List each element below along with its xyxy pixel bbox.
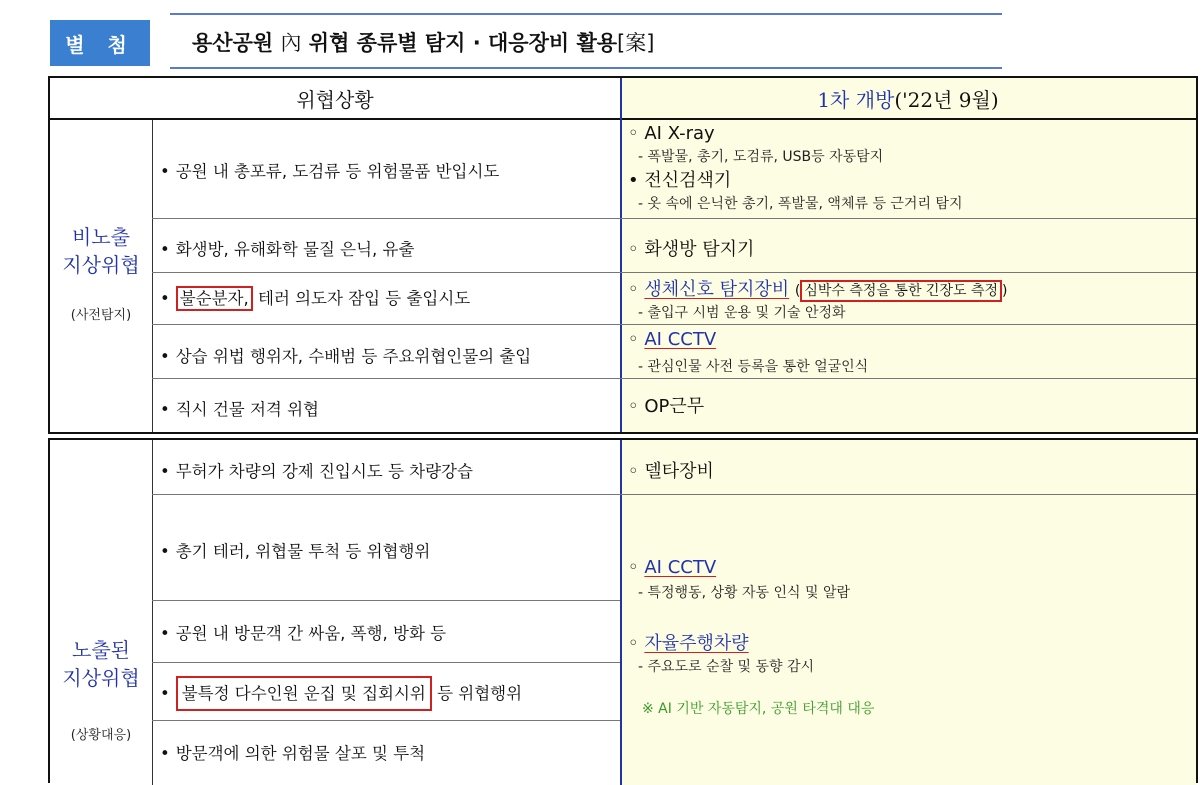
category-exposed: 노출된 지상위협 — [62, 638, 140, 690]
highlight-box: 심박수 측정을 통한 긴장도 측정 — [800, 280, 1002, 302]
situation-row: • 무허가 차량의 강제 진입시도 등 차량강습 — [160, 462, 473, 481]
right-column-bg — [620, 440, 1196, 785]
equipment-cctv: ◦ AI CCTV — [628, 557, 717, 578]
equipment-xray: ◦ AI X-ray — [628, 123, 715, 144]
equipment-delta: ◦ 델타장비 — [628, 461, 714, 482]
title-main: 위협 종류별 탐지 · 대응장비 활용 — [308, 31, 618, 55]
threat-table-2 — [48, 438, 1198, 783]
highlight-box: 불특정 다수인원 운집 및 집회시위 — [176, 676, 432, 711]
equipment-cbr: ◦ 화생방 탐지기 — [628, 239, 755, 260]
situation-row: • 총기 테러, 위협물 투척 등 위협행위 — [160, 542, 431, 561]
title-inner: 內 — [280, 31, 302, 55]
category-sub-response: (상황대응) — [70, 728, 132, 743]
header-situation: 위협상황 — [296, 87, 374, 112]
situation-row: • 불순분자, 테러 의도자 잠입 등 출입시도 — [160, 285, 470, 309]
situation-row: • 직시 건물 저격 위협 — [160, 400, 319, 419]
phase-date: ('22년 9월) — [894, 87, 999, 112]
category-sub-detect: (사전탐지) — [70, 308, 132, 323]
situation-row: • 공원 내 총포류, 도검류 등 위험물품 반입시도 — [160, 162, 500, 181]
equipment-desc: - 관심인물 사전 등록을 통한 얼굴인식 — [638, 359, 869, 375]
title-prefix: 용산공원 — [192, 31, 274, 55]
equipment-desc: - 특정행동, 상황 자동 인식 및 알람 — [638, 585, 851, 601]
equipment-desc: - 출입구 시범 운용 및 기술 안정화 — [638, 305, 846, 321]
title-box — [170, 13, 1002, 69]
equipment-desc: - 폭발물, 총기, 도검류, USB등 자동탐지 — [638, 149, 884, 165]
title-suffix: [案] — [617, 31, 655, 55]
equipment-cctv: ◦ AI CCTV — [628, 329, 717, 350]
phase-label: 1차 개방 — [817, 87, 895, 112]
threat-table-1 — [48, 76, 1198, 434]
highlight-box: 불순분자, — [176, 286, 253, 311]
category-unexposed: 비노출 지상위협 — [62, 225, 140, 277]
situation-row: • 공원 내 방문객 간 싸움, 폭행, 방화 등 — [160, 624, 447, 643]
attachment-badge: 별 첨 — [50, 20, 150, 66]
equipment-vehicle: ◦ 자율주행차량 — [628, 633, 749, 654]
equipment-desc: - 옷 속에 은닉한 총기, 폭발물, 액체류 등 근거리 탐지 — [638, 196, 963, 212]
situation-row: • 상습 위법 행위자, 수배범 등 주요위협인물의 출입 — [160, 347, 532, 366]
situation-row: • 불특정 다수인원 운집 및 집회시위 등 위협행위 — [160, 680, 522, 704]
situation-row: • 화생방, 유해화학 물질 은닉, 유출 — [160, 240, 415, 259]
equipment-scanner: • 전신검색기 — [628, 170, 732, 191]
equipment-desc: - 주요도로 순찰 및 동향 감시 — [638, 659, 815, 675]
page-title — [192, 27, 654, 57]
equipment-bio: ◦ 생체신호 탐지장비 ( 심박수 측정을 통한 긴장도 측정 ) — [628, 279, 1008, 300]
header-phase — [620, 78, 1196, 118]
equipment-op: ◦ OP근무 — [628, 396, 705, 417]
equipment-note: ※ AI 기반 자동탐지, 공원 타격대 대응 — [642, 701, 875, 717]
situation-row: • 방문객에 의한 위험물 살포 및 투척 — [160, 744, 426, 763]
